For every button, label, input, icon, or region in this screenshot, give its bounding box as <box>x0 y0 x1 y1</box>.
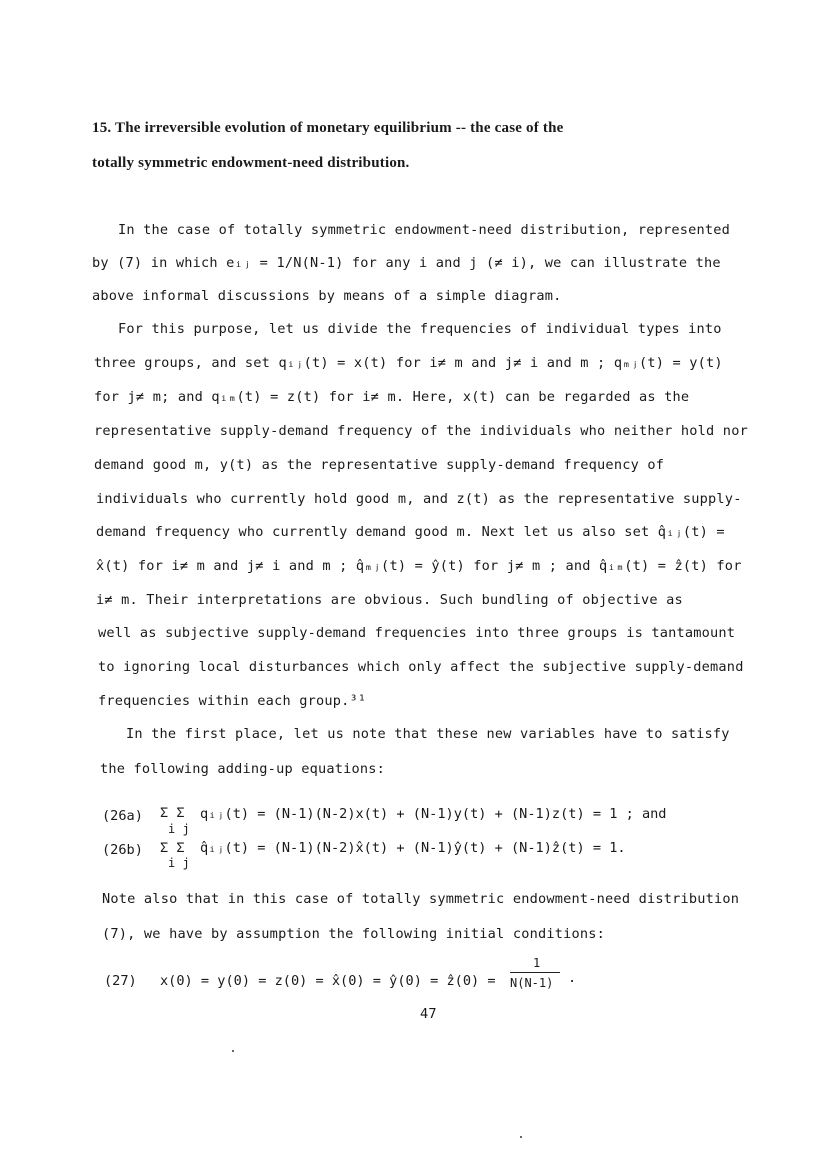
fraction-numerator: 1 <box>533 956 541 970</box>
text-line: In the first place, let us note that these new variables have to satisfy <box>126 726 730 742</box>
text-line: three groups, and set qᵢⱼ(t) = x(t) for i≠ m and j≠ i and m ; qₘⱼ(t) = y(t) <box>94 355 723 371</box>
fraction-denominator: N(N-1) <box>510 976 554 990</box>
equation-number: (26b) <box>102 842 143 858</box>
equation-end-mark: . <box>568 970 577 986</box>
summation-indices: i j <box>168 822 190 836</box>
text-line: demand good m, y(t) as the representative supply-demand frequency of <box>94 457 665 473</box>
equation-number: (26a) <box>102 808 143 824</box>
text-line: frequencies within each group.³¹ <box>98 693 367 709</box>
text-line: above informal discussions by means of a simple diagram. <box>92 288 562 304</box>
text-line: individuals who currently hold good m, and z(t) as the representative supply- <box>96 491 742 507</box>
text-line: by (7) in which eᵢⱼ = 1/N(N-1) for any i and j (≠ i), we can illustrate the <box>92 255 721 271</box>
equation-body: x(0) = y(0) = z(0) = x̂(0) = ŷ(0) = ẑ(0) = <box>160 973 496 989</box>
text-line: the following adding-up equations: <box>100 761 386 777</box>
equation-body: q̂ᵢⱼ(t) = (N-1)(N-2)x̂(t) + (N-1)ŷ(t) + (N-1)ẑ(t) = 1. <box>200 840 626 856</box>
scan-speck <box>520 1136 522 1138</box>
text-line: x̂(t) for i≠ m and j≠ i and m ; q̂ₘⱼ(t) = ŷ(t) for j≠ m ; and q̂ᵢₘ(t) = ẑ(t) for <box>96 558 742 574</box>
fraction-bar <box>510 972 560 973</box>
equation-body: qᵢⱼ(t) = (N-1)(N-2)x(t) + (N-1)y(t) + (N-1)z(t) = 1 ; and <box>200 806 667 822</box>
equation-number: (27) <box>104 973 137 989</box>
summation-indices: i j <box>168 856 190 870</box>
text-line: to ignoring local disturbances which only affect the subjective supply-demand <box>98 659 744 675</box>
text-line: for j≠ m; and qᵢₘ(t) = z(t) for i≠ m. Here, x(t) can be regarded as the <box>94 389 690 405</box>
text-line: demand frequency who currently demand good m. Next let us also set q̂ᵢⱼ(t) = <box>96 524 725 540</box>
text-line: (7), we have by assumption the following initial conditions: <box>102 926 606 942</box>
heading-line-2: totally symmetric endowment-need distribution. <box>92 155 410 171</box>
text-line: In the case of totally symmetric endowment-need distribution, represented <box>118 222 731 238</box>
summation-symbol: Σ Σ <box>160 840 185 856</box>
text-line: Note also that in this case of totally symmetric endowment-need distribution <box>102 891 740 907</box>
page-number: 47 <box>420 1006 437 1022</box>
heading-line-1: 15. The irreversible evolution of monetary equilibrium -- the case of the <box>92 120 564 136</box>
scan-speck <box>232 1050 234 1052</box>
text-line: For this purpose, let us divide the frequencies of individual types into <box>118 321 722 337</box>
text-line: representative supply-demand frequency of the individuals who neither hold nor <box>94 423 748 439</box>
summation-symbol: Σ Σ <box>160 805 185 821</box>
text-line: well as subjective supply-demand frequencies into three groups is tantamount <box>98 625 736 641</box>
text-line: i≠ m. Their interpretations are obvious. Such bundling of objective as <box>96 592 683 608</box>
